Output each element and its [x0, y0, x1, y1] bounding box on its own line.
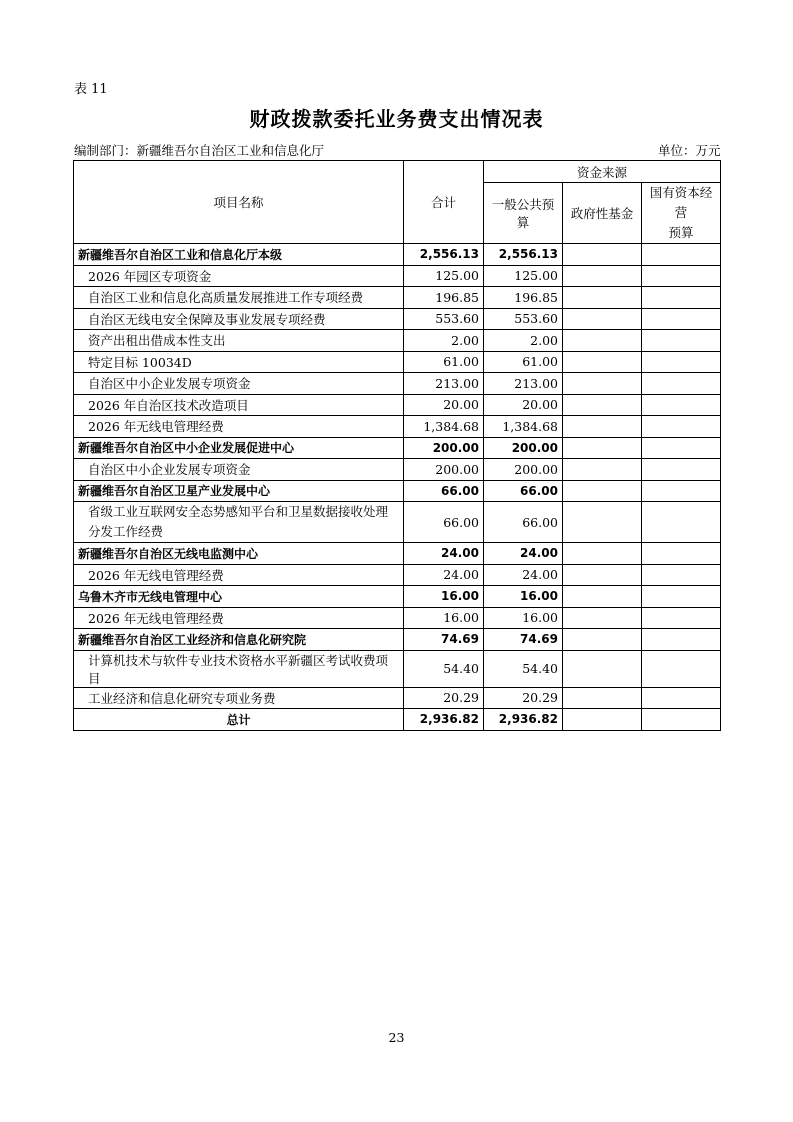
header-state-capital-line2: 预算 — [668, 225, 694, 240]
gov-fund-cell — [563, 416, 642, 438]
general-budget-cell: 16.00 — [484, 586, 563, 608]
table-row — [74, 394, 721, 416]
header-gov-fund: 政府性基金 — [563, 183, 642, 244]
total-gov-fund — [563, 709, 642, 731]
total-cell: 61.00 — [404, 351, 484, 373]
gov-fund-cell — [563, 244, 642, 266]
general-budget-cell: 125.00 — [484, 265, 563, 287]
item-name-cell: 自治区工业和信息化高质量发展推进工作专项经费 — [74, 287, 404, 309]
table-row — [74, 373, 721, 395]
item-name-cell: 自治区无线电安全保障及事业发展专项经费 — [74, 308, 404, 330]
gov-fund-cell — [563, 330, 642, 352]
general-budget-cell: 24.00 — [484, 543, 563, 565]
item-name-cell: 自治区中小企业发展专项资金 — [74, 459, 404, 481]
state-capital-cell — [642, 502, 721, 543]
total-cell: 553.60 — [404, 308, 484, 330]
state-capital-cell — [642, 586, 721, 608]
total-cell: 16.00 — [404, 607, 484, 629]
gov-fund-cell — [563, 607, 642, 629]
page-number: 23 — [388, 1030, 405, 1045]
general-budget-cell: 213.00 — [484, 373, 563, 395]
state-capital-cell — [642, 650, 721, 687]
org-row — [74, 480, 721, 502]
table-row — [74, 265, 721, 287]
table-row — [74, 459, 721, 481]
total-row — [74, 709, 721, 731]
table-body — [74, 244, 721, 709]
total-cell: 66.00 — [404, 502, 484, 543]
item-name-cell: 新疆维吾尔自治区工业经济和信息化研究院 — [74, 629, 404, 651]
gov-fund-cell — [563, 543, 642, 565]
state-capital-cell — [642, 480, 721, 502]
item-name-cell: 新疆维吾尔自治区无线电监测中心 — [74, 543, 404, 565]
total-general: 2,936.82 — [484, 709, 563, 731]
table-row — [74, 607, 721, 629]
total-cell: 196.85 — [404, 287, 484, 309]
header-state-capital-line1: 国有资本经营 — [649, 185, 713, 220]
header-item-name: 项目名称 — [74, 161, 404, 244]
item-name-cell: 资产出租出借成本性支出 — [74, 330, 404, 352]
org-row — [74, 437, 721, 459]
state-capital-cell — [642, 265, 721, 287]
table-label: 表 11 — [74, 82, 108, 97]
item-name-cell: 省级工业互联网安全态势感知平台和卫星数据接收处理分发工作经费 — [74, 502, 404, 543]
total-cell: 20.29 — [404, 687, 484, 709]
state-capital-cell — [642, 373, 721, 395]
state-capital-cell — [642, 607, 721, 629]
general-budget-cell: 66.00 — [484, 502, 563, 543]
item-name-cell: 2026 年园区专项资金 — [74, 265, 404, 287]
general-budget-cell: 2,556.13 — [484, 244, 563, 266]
gov-fund-cell — [563, 480, 642, 502]
org-row — [74, 244, 721, 266]
total-cell: 20.00 — [404, 394, 484, 416]
total-cell: 24.00 — [404, 564, 484, 586]
state-capital-cell — [642, 437, 721, 459]
table-row — [74, 416, 721, 438]
gov-fund-cell — [563, 586, 642, 608]
item-name-cell: 2026 年无线电管理经费 — [74, 564, 404, 586]
org-row — [74, 543, 721, 565]
item-name-cell: 2026 年无线电管理经费 — [74, 607, 404, 629]
table-row — [74, 330, 721, 352]
gov-fund-cell — [563, 351, 642, 373]
state-capital-cell — [642, 308, 721, 330]
total-cell: 54.40 — [404, 650, 484, 687]
total-cell: 1,384.68 — [404, 416, 484, 438]
gov-fund-cell — [563, 564, 642, 586]
gov-fund-cell — [563, 373, 642, 395]
general-budget-cell: 66.00 — [484, 480, 563, 502]
general-budget-cell: 200.00 — [484, 459, 563, 481]
table-row — [74, 351, 721, 373]
table-row — [74, 650, 721, 687]
general-budget-cell: 20.00 — [484, 394, 563, 416]
department-label: 编制部门：新疆维吾尔自治区工业和信息化厅 — [74, 143, 325, 158]
total-sum: 2,936.82 — [404, 709, 484, 731]
item-name-cell: 计算机技术与软件专业技术资格水平新疆区考试收费项目 — [74, 650, 404, 687]
general-budget-cell: 16.00 — [484, 607, 563, 629]
item-name-cell: 新疆维吾尔自治区中小企业发展促进中心 — [74, 437, 404, 459]
header-general-budget: 一般公共预算 — [484, 183, 563, 244]
gov-fund-cell — [563, 502, 642, 543]
table-row — [74, 287, 721, 309]
gov-fund-cell — [563, 265, 642, 287]
total-cell: 74.69 — [404, 629, 484, 651]
gov-fund-cell — [563, 687, 642, 709]
total-cell: 2,556.13 — [404, 244, 484, 266]
general-budget-cell: 553.60 — [484, 308, 563, 330]
table-row — [74, 687, 721, 709]
item-name-cell: 新疆维吾尔自治区工业和信息化厅本级 — [74, 244, 404, 266]
state-capital-cell — [642, 459, 721, 481]
total-cell: 24.00 — [404, 543, 484, 565]
state-capital-cell — [642, 416, 721, 438]
general-budget-cell: 74.69 — [484, 629, 563, 651]
total-cell: 213.00 — [404, 373, 484, 395]
item-name-cell: 工业经济和信息化研究专项业务费 — [74, 687, 404, 709]
state-capital-cell — [642, 330, 721, 352]
table-row — [74, 308, 721, 330]
total-cell: 125.00 — [404, 265, 484, 287]
unit-label: 单位：万元 — [658, 143, 721, 158]
gov-fund-cell — [563, 437, 642, 459]
gov-fund-cell — [563, 308, 642, 330]
state-capital-cell — [642, 629, 721, 651]
gov-fund-cell — [563, 629, 642, 651]
gov-fund-cell — [563, 394, 642, 416]
gov-fund-cell — [563, 650, 642, 687]
general-budget-cell: 24.00 — [484, 564, 563, 586]
general-budget-cell: 200.00 — [484, 437, 563, 459]
item-name-cell: 特定目标 10034D — [74, 351, 404, 373]
general-budget-cell: 2.00 — [484, 330, 563, 352]
header-state-capital — [642, 183, 721, 244]
item-name-cell: 2026 年自治区技术改造项目 — [74, 394, 404, 416]
total-label: 总计 — [74, 709, 404, 731]
item-name-cell: 乌鲁木齐市无线电管理中心 — [74, 586, 404, 608]
state-capital-cell — [642, 687, 721, 709]
total-cell: 2.00 — [404, 330, 484, 352]
state-capital-cell — [642, 287, 721, 309]
total-cell: 200.00 — [404, 437, 484, 459]
header-total: 合计 — [404, 161, 484, 244]
budget-table — [73, 160, 721, 731]
general-budget-cell: 1,384.68 — [484, 416, 563, 438]
total-cell: 200.00 — [404, 459, 484, 481]
item-name-cell: 自治区中小企业发展专项资金 — [74, 373, 404, 395]
state-capital-cell — [642, 543, 721, 565]
page-title: 财政拨款委托业务费支出情况表 — [249, 107, 544, 131]
state-capital-cell — [642, 394, 721, 416]
item-name-cell: 新疆维吾尔自治区卫星产业发展中心 — [74, 480, 404, 502]
state-capital-cell — [642, 244, 721, 266]
state-capital-cell — [642, 351, 721, 373]
header-funding-source: 资金来源 — [484, 161, 721, 183]
general-budget-cell: 20.29 — [484, 687, 563, 709]
item-name-cell: 2026 年无线电管理经费 — [74, 416, 404, 438]
table-row — [74, 564, 721, 586]
general-budget-cell: 54.40 — [484, 650, 563, 687]
general-budget-cell: 196.85 — [484, 287, 563, 309]
org-row — [74, 629, 721, 651]
total-state-capital — [642, 709, 721, 731]
org-row — [74, 586, 721, 608]
gov-fund-cell — [563, 287, 642, 309]
general-budget-cell: 61.00 — [484, 351, 563, 373]
total-cell: 16.00 — [404, 586, 484, 608]
gov-fund-cell — [563, 459, 642, 481]
total-cell: 66.00 — [404, 480, 484, 502]
table-row — [74, 502, 721, 543]
state-capital-cell — [642, 564, 721, 586]
